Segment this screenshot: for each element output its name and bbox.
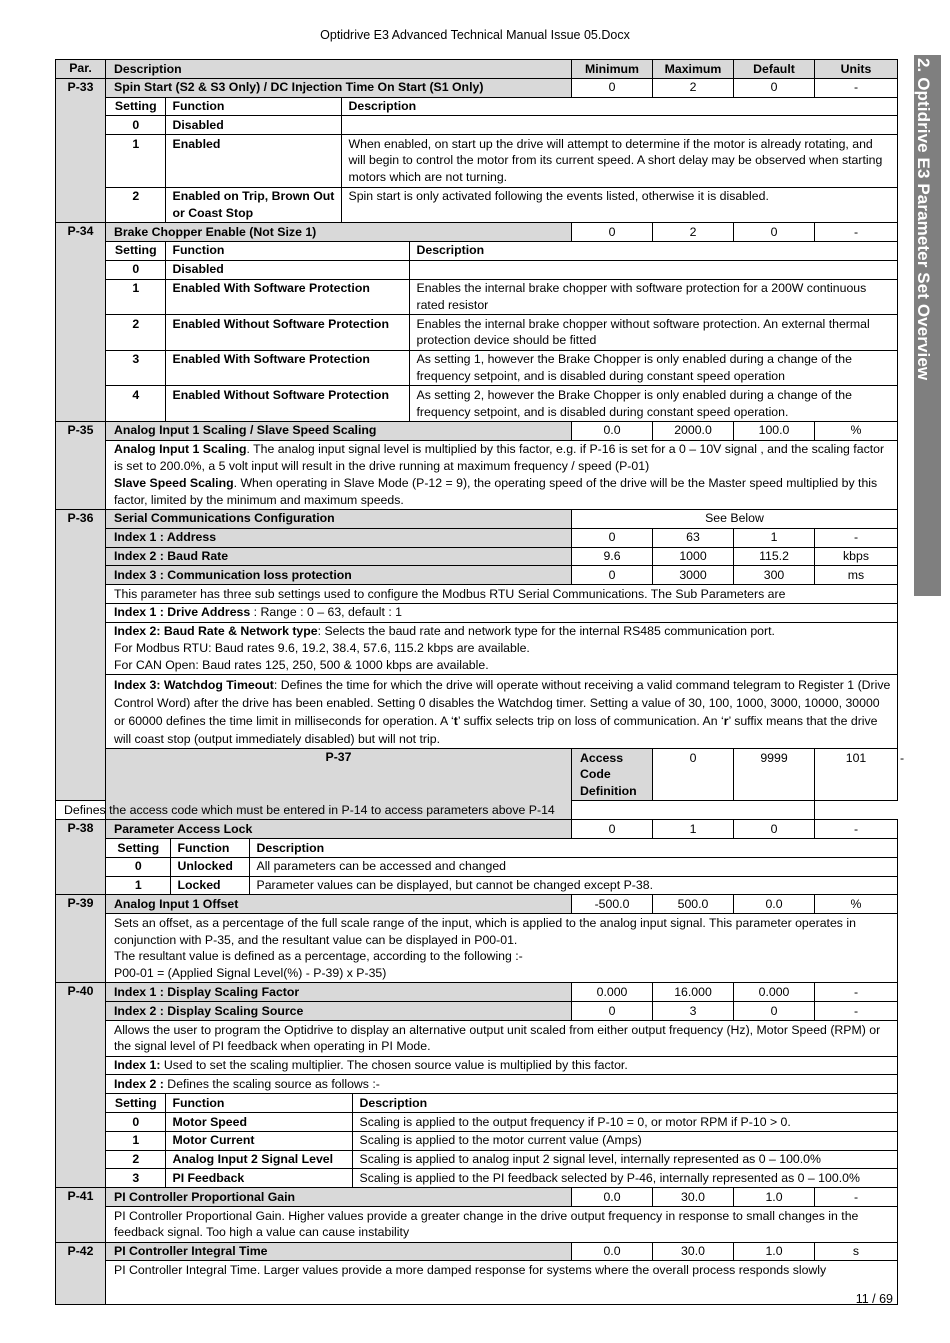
param-description: Index 2 : Defines the scaling source as follows :- [106, 1075, 898, 1094]
sub-col-function: Function [165, 242, 409, 260]
param-row-p39 [56, 895, 898, 914]
param-index-row: Index 3 : Communication loss protection 0 3000 300 ms [56, 566, 898, 585]
list-item: 1 Motor Current Scaling is applied to the motor current value (Amps) [106, 1131, 897, 1150]
param-id: P-42 [56, 1242, 106, 1305]
param-description: PI Controller Integral Time. Larger values provide a more damped response for systems where the overall process responds slowly [106, 1261, 898, 1305]
sub-col-description: Description [352, 1094, 897, 1112]
param-units: % [815, 895, 898, 914]
param-description: Index 1 : Drive Address : Range : 0 – 63, default : 1 [106, 603, 898, 622]
sub-col-description: Description [341, 98, 897, 116]
param-row-p42 [56, 1242, 898, 1261]
param-units: - [815, 78, 898, 97]
param-default: 1.0 [734, 1242, 815, 1261]
section-side-tab [914, 55, 941, 596]
list-item: 2 Enabled Without Software Protection Enables the internal brake chopper without software protection. An external thermal protection device should be fitted [106, 315, 897, 351]
list-item: 0 Motor Speed Scaling is applied to the output frequency if P-10 = 0, or motor RPM if P-10 > 0. [106, 1113, 897, 1132]
param-max: 500.0 [653, 895, 734, 914]
list-item: 2 Analog Input 2 Signal Level Scaling is applied to analog input 2 signal level, internally represented as 0 – 100.0% [106, 1150, 897, 1169]
param-id: P-40 [56, 983, 106, 1188]
param-min: 0 [653, 749, 734, 801]
param-min: -500.0 [572, 895, 653, 914]
param-units: - [815, 820, 898, 839]
param-index-row: Index 1 : Address 0 63 1 - [56, 528, 898, 547]
param-title: Analog Input 1 Scaling / Slave Speed Scaling [106, 421, 572, 440]
param-default: 0 [734, 78, 815, 97]
list-item: 0 Disabled [106, 116, 897, 135]
param-description: This parameter has three sub settings used to configure the Modbus RTU Serial Communications. The Sub Parameters are [106, 585, 898, 604]
sub-col-setting: Setting [106, 98, 165, 116]
col-minimum: Minimum [572, 60, 653, 79]
param-max: 30.0 [653, 1242, 734, 1261]
list-item: 1 Enabled When enabled, on start up the drive will attempt to determine if the motor is already rotating, and will begin to control the motor from its current speed. A short delay may be observed when starting motors which are not turning. [106, 135, 897, 187]
table-header-row [56, 60, 898, 79]
param-title: Access Code Definition [572, 749, 653, 801]
param-description: Index 2: Baud Rate & Network type: Selects the baud rate and network type for the internal RS485 communication port. For Modbus RTU: Baud rates 9.6, 19.2, 38.4, 57.6, 115.2 kbps are available. For CAN Open: Baud rates 125, 250, 500 & 1000 kbps are available. [106, 622, 898, 674]
col-description: Description [106, 60, 572, 79]
settings-table-p34 [106, 241, 898, 421]
settings-table-p40 [106, 1094, 898, 1188]
param-row-p38 [56, 820, 898, 839]
parameter-table [55, 59, 905, 1305]
param-description: PI Controller Proportional Gain. Higher values provide a greater change in the drive output frequency in response to small changes in the feedback signal. Too high a value can cause instability [106, 1207, 898, 1243]
param-max: 1 [653, 820, 734, 839]
param-id: P-36 [56, 509, 106, 801]
list-item: 3 PI Feedback Scaling is applied to the PI feedback selected by P-46, internally represented as 0 – 100.0% [106, 1169, 897, 1187]
page-number: 11 / 69 [855, 1292, 893, 1306]
param-default: 0 [734, 223, 815, 242]
col-par: Par. [56, 60, 106, 79]
list-item: 4 Enabled Without Software Protection As setting 2, however the Brake Chopper is only enabled during a change of the frequency setpoint, and is disabled during constant speed operation. [106, 386, 897, 421]
list-item: 3 Enabled With Software Protection As setting 1, however the Brake Chopper is only enabled during a change of the frequency setpoint, and is disabled during constant speed operation [106, 350, 897, 386]
param-index-row: Index 2 : Baud Rate 9.6 1000 115.2 kbps [56, 547, 898, 566]
param-row-p34 [56, 223, 898, 242]
param-max: 9999 [734, 749, 815, 801]
param-id: P-39 [56, 895, 106, 983]
list-item: 1 Locked Parameter values can be displayed, but cannot be changed except P-38. [106, 876, 897, 894]
param-default: 0.0 [734, 895, 815, 914]
param-max: 2 [653, 223, 734, 242]
col-units: Units [815, 60, 898, 79]
param-row-p40: P-40 Index 1 : Display Scaling Factor 0.000 16.000 0.000 - [56, 983, 898, 1002]
sub-col-function: Function [165, 1094, 352, 1112]
param-default: 0 [734, 820, 815, 839]
param-title: Analog Input 1 Offset [106, 895, 572, 914]
param-row-p33 [56, 78, 898, 97]
sub-col-description: Description [249, 839, 897, 857]
sub-col-setting: Setting [106, 242, 165, 260]
param-description: Analog Input 1 Scaling. The analog input signal level is multiplied by this factor, e.g. if P-16 is set for a 0 – 10V signal , and the scaling factor is set to 200.0%, a 5 volt input will result in the drive running at maximum frequency / speed (P-01) Slave Speed Scaling. When operating in Slave Mode (P-12 = 9), the operating speed of the drive will be the Master speed multiplied by this factor, limited by the minimum and maximum speeds. [106, 440, 898, 509]
list-item: 0 Disabled [106, 260, 897, 279]
sub-col-setting: Setting [106, 1094, 165, 1112]
param-title: Spin Start (S2 & S3 Only) / DC Injection Time On Start (S1 Only) [106, 78, 572, 97]
section-side-tab-label: 2. Optidrive E3 Parameter Set Overview [914, 58, 933, 381]
list-item: 2 Enabled on Trip, Brown Out or Coast Stop Spin start is only activated following the events listed, otherwise it is disabled. [106, 187, 897, 222]
param-row-p35 [56, 421, 898, 440]
param-max: 30.0 [653, 1188, 734, 1207]
param-id: P-33 [56, 78, 106, 222]
param-min: 0.0 [572, 1242, 653, 1261]
param-id: P-38 [56, 820, 106, 895]
param-see-below: See Below [572, 509, 898, 528]
param-default: 1.0 [734, 1188, 815, 1207]
param-id: P-35 [56, 421, 106, 509]
param-default: 100.0 [734, 421, 815, 440]
param-row-p37: P-37 Access Code Definition 0 9999 101 - [56, 749, 898, 801]
param-row-p41 [56, 1188, 898, 1207]
param-title: PI Controller Proportional Gain [106, 1188, 572, 1207]
list-item: 1 Enabled With Software Protection Enables the internal brake chopper with software protection for a 200W continuous rated resistor [106, 279, 897, 315]
param-units: % [815, 421, 898, 440]
param-units: - [815, 1188, 898, 1207]
param-description: Defines the access code which must be entered in P-14 to access parameters above P-14 [56, 801, 815, 820]
param-index-row: Index 2 : Display Scaling Source 0 3 0 - [56, 1002, 898, 1021]
param-description: Sets an offset, as a percentage of the full scale range of the input, which is applied to the analog input signal. This parameter operates in conjunction with P-35, and the resultant value can be displayed in P00-01. The resultant value is defined as a percentage, according to the following :- P00-01 = (Applied Signal Level(%) - P-39) x P-35) [106, 914, 898, 983]
col-default: Default [734, 60, 815, 79]
param-min: 0 [572, 223, 653, 242]
param-id: P-37 [106, 749, 572, 820]
param-description: Allows the user to program the Optidrive to display an alternative output unit scaled from either output frequency (Hz), Motor Speed (RPM) or the signal level of PI feedback when operating in PI Mode. [106, 1021, 898, 1057]
param-min: 0.0 [572, 1188, 653, 1207]
param-min: 0.0 [572, 421, 653, 440]
param-title: Parameter Access Lock [106, 820, 572, 839]
param-max: 2 [653, 78, 734, 97]
param-description: Index 1: Used to set the scaling multiplier. The chosen source value is multiplied by this factor. [106, 1056, 898, 1075]
param-title: PI Controller Integral Time [106, 1242, 572, 1261]
param-title: Serial Communications Configuration [106, 509, 572, 528]
param-units: s [815, 1242, 898, 1261]
param-default: 101 [815, 749, 898, 801]
document-header: Optidrive E3 Advanced Technical Manual Issue 05.Docx [320, 28, 630, 42]
sub-col-function: Function [170, 839, 249, 857]
param-min: 0 [572, 78, 653, 97]
sub-col-setting: Setting [106, 839, 170, 857]
param-id: P-34 [56, 223, 106, 422]
param-description: Index 3: Watchdog Timeout: Defines the time for which the drive will operate without receiving a valid command telegram to Register 1 (Drive Control Word) after the drive has been enabled. Setting 0 disables the Watchdog timer. Setting a value of 30, 100, 1000, 3000, 10000, 30000 or 60000 defines the time limit in milliseconds for operation. A ‘t’ suffix selects trip on loss of communication. An ‘r’ suffix means that the drive will coast stop (output immediately disabled) but will not trip. [106, 675, 898, 749]
param-id: P-41 [56, 1188, 106, 1242]
param-row-p36 [56, 509, 898, 528]
param-max: 2000.0 [653, 421, 734, 440]
list-item: 0 Unlocked All parameters can be accessed and changed [106, 857, 897, 876]
sub-col-function: Function [165, 98, 341, 116]
param-units: - [815, 223, 898, 242]
param-title: Brake Chopper Enable (Not Size 1) [106, 223, 572, 242]
settings-table-p38 [106, 839, 898, 895]
sub-col-description: Description [409, 242, 897, 260]
col-maximum: Maximum [653, 60, 734, 79]
param-min: 0 [572, 820, 653, 839]
settings-table-p33 [106, 97, 898, 223]
